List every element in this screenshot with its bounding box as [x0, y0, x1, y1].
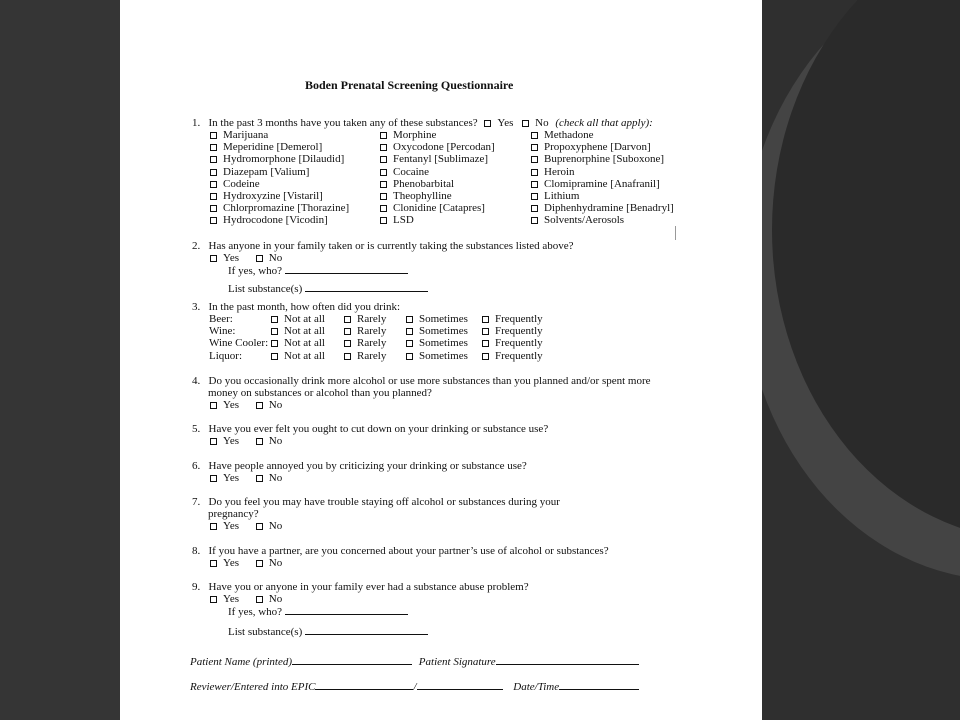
- question-number: 4.: [192, 375, 201, 387]
- question-3: [192, 301, 400, 313]
- checkbox[interactable]: [482, 353, 489, 360]
- frequency-option[interactable]: [271, 325, 325, 337]
- instruction-note: (check all that apply):: [555, 117, 653, 129]
- checkbox[interactable]: [210, 193, 217, 200]
- checkbox[interactable]: [210, 255, 217, 262]
- substance-option[interactable]: [531, 202, 674, 214]
- checkbox[interactable]: [210, 475, 217, 482]
- who-field[interactable]: [285, 264, 408, 274]
- substance-label: Clomipramine [Anafranil]: [544, 177, 660, 190]
- substance-label: Meperidine [Demerol]: [223, 141, 323, 154]
- checkbox[interactable]: [344, 316, 351, 323]
- option-label: Yes: [497, 117, 514, 129]
- q7-options: [210, 520, 282, 532]
- question-text: Do you occasionally drink more alcohol or use more substances than you planned and/or spent more: [208, 375, 651, 387]
- question-4: [192, 375, 651, 387]
- checkbox[interactable]: [256, 523, 263, 530]
- checkbox[interactable]: [210, 596, 217, 603]
- checkbox[interactable]: [256, 438, 263, 445]
- frequency-option[interactable]: [482, 337, 543, 349]
- who-field[interactable]: [285, 605, 408, 615]
- option-label: Sometimes: [419, 313, 468, 325]
- field-label: Date/Time: [513, 681, 560, 693]
- checkbox[interactable]: [344, 328, 351, 335]
- substance-label: Hydromorphone [Dilaudid]: [223, 153, 345, 166]
- question-2: [192, 240, 574, 252]
- checkbox[interactable]: [380, 169, 387, 176]
- option-label: Yes: [223, 520, 240, 532]
- reviewer-field[interactable]: [315, 680, 413, 690]
- option-label: Sometimes: [419, 349, 468, 362]
- substance-option[interactable]: [531, 166, 674, 178]
- checkbox[interactable]: [210, 438, 217, 445]
- q4-options: [210, 399, 282, 411]
- question-number: 2.: [192, 240, 201, 252]
- document-title: Boden Prenatal Screening Questionnaire: [305, 78, 514, 92]
- option-label: Yes: [223, 435, 240, 447]
- q5-options: [210, 435, 282, 447]
- question-4-cont: money on substances or alcohol than you planned?: [208, 387, 432, 399]
- checkbox[interactable]: [380, 193, 387, 200]
- question-number: 6.: [192, 460, 201, 472]
- substance-label: Clonidine [Catapres]: [393, 202, 485, 215]
- q9-substances: [228, 625, 428, 638]
- substance-option[interactable]: [531, 153, 674, 165]
- substance-label: Morphine: [393, 129, 437, 141]
- checkbox[interactable]: [210, 560, 217, 567]
- scan-mark: [675, 226, 676, 240]
- checkbox[interactable]: [531, 217, 538, 224]
- epic-field[interactable]: [417, 680, 503, 690]
- frequency-option[interactable]: [406, 350, 468, 362]
- question-text: Has anyone in your family taken or is currently taking the substances listed above?: [208, 240, 574, 252]
- question-7-cont: pregnancy?: [208, 508, 259, 520]
- drink-type-label: Wine Cooler:: [209, 337, 269, 350]
- substance-list-col-2: [380, 129, 495, 227]
- checkbox[interactable]: [380, 144, 387, 151]
- substance-option[interactable]: [380, 129, 495, 141]
- question-text: In the past 3 months have you taken any of these substances?: [208, 117, 478, 129]
- substance-option[interactable]: [380, 166, 495, 178]
- frequency-option[interactable]: [344, 337, 386, 349]
- frequency-option[interactable]: [271, 313, 325, 325]
- checkbox[interactable]: [531, 144, 538, 151]
- substance-label: Propoxyphene [Darvon]: [544, 141, 651, 154]
- substance-label: LSD: [393, 214, 414, 227]
- checkbox[interactable]: [210, 144, 217, 151]
- substance-label: Phenobarbital: [393, 177, 455, 190]
- substance-list-col-1: [210, 129, 349, 227]
- substances-field[interactable]: [305, 282, 428, 292]
- option-label: Frequently: [495, 337, 543, 350]
- checkbox[interactable]: [210, 156, 217, 163]
- q9-who: [228, 605, 408, 618]
- option-label: No: [268, 557, 283, 569]
- frequency-option[interactable]: [482, 325, 543, 337]
- q2-options: [210, 252, 282, 264]
- question-text: In the past month, how often did you drink:: [208, 301, 401, 313]
- option-label: Not at all: [284, 313, 325, 325]
- checkbox[interactable]: [380, 205, 387, 212]
- checkbox[interactable]: [531, 156, 538, 163]
- field-label: Reviewer/Entered into EPIC: [190, 681, 316, 693]
- checkbox[interactable]: [271, 340, 278, 347]
- field-label: List substance(s): [228, 283, 303, 295]
- question-7: [192, 496, 560, 508]
- checkbox[interactable]: [406, 316, 413, 323]
- substance-option[interactable]: [380, 190, 495, 202]
- substance-label: Methadone: [544, 129, 594, 141]
- substance-option[interactable]: [210, 129, 349, 141]
- questionnaire-page: [120, 0, 762, 720]
- question-number: 1.: [192, 117, 201, 129]
- substance-option[interactable]: [380, 202, 495, 214]
- question-text: If you have a partner, are you concerned about your partner’s use of alcohol or substances?: [208, 545, 609, 557]
- checkbox[interactable]: [210, 217, 217, 224]
- drink-type-label: Beer:: [209, 313, 233, 325]
- checkbox[interactable]: [482, 328, 489, 335]
- field-label: If yes, who?: [228, 265, 283, 277]
- option-label: No: [268, 399, 283, 411]
- checkbox[interactable]: [256, 475, 263, 482]
- substance-option[interactable]: [380, 141, 495, 153]
- option-label: Yes: [223, 557, 240, 569]
- substance-option[interactable]: [531, 129, 674, 141]
- question-text: Have people annoyed you by criticizing your drinking or substance use?: [208, 460, 527, 472]
- frequency-option[interactable]: [406, 325, 468, 337]
- substance-label: Hydroxyzine [Vistaril]: [223, 189, 323, 202]
- option-label: Yes: [223, 399, 240, 411]
- frequency-option[interactable]: [482, 313, 543, 325]
- checkbox[interactable]: [482, 340, 489, 347]
- frequency-option[interactable]: [406, 337, 468, 349]
- option-label: Frequently: [495, 325, 543, 338]
- checkbox[interactable]: [380, 181, 387, 188]
- checkbox[interactable]: [210, 181, 217, 188]
- checkbox[interactable]: [210, 402, 217, 409]
- option-label: Not at all: [284, 337, 325, 350]
- option-label: Yes: [223, 472, 240, 484]
- question-5: [192, 423, 548, 435]
- checkbox[interactable]: [210, 523, 217, 530]
- substance-label: Cocaine: [393, 165, 430, 178]
- option-label: Not at all: [284, 325, 325, 338]
- checkbox[interactable]: [531, 169, 538, 176]
- reviewer-row: [190, 680, 639, 693]
- checkbox[interactable]: [406, 328, 413, 335]
- frequency-option[interactable]: [344, 313, 386, 325]
- separator: /: [413, 681, 417, 693]
- option-label: No: [268, 472, 283, 484]
- frequency-option[interactable]: [406, 313, 468, 325]
- question-text: Have you or anyone in your family ever had a substance abuse problem?: [208, 581, 529, 593]
- checkbox[interactable]: [522, 120, 529, 127]
- question-number: 7.: [192, 496, 201, 508]
- substances-field[interactable]: [305, 625, 428, 635]
- option-label: Yes: [223, 252, 240, 264]
- substance-option[interactable]: [210, 141, 349, 153]
- checkbox[interactable]: [482, 316, 489, 323]
- substance-label: Theophylline: [393, 189, 452, 202]
- checkbox[interactable]: [380, 132, 387, 139]
- substance-option[interactable]: [380, 178, 495, 190]
- option-label: No: [268, 435, 283, 447]
- q8-options: [210, 557, 282, 569]
- checkbox[interactable]: [406, 353, 413, 360]
- substance-option[interactable]: [210, 214, 349, 226]
- option-label: Frequently: [495, 313, 543, 325]
- substance-option[interactable]: [531, 214, 674, 226]
- checkbox[interactable]: [344, 353, 351, 360]
- field-label: If yes, who?: [228, 606, 283, 618]
- substance-option[interactable]: [210, 202, 349, 214]
- substance-label: Chlorpromazine [Thorazine]: [223, 202, 350, 215]
- checkbox[interactable]: [484, 120, 491, 127]
- substance-label: Solvents/Aerosols: [544, 214, 625, 227]
- question-number: 5.: [192, 423, 201, 435]
- option-label: No: [535, 117, 549, 129]
- background-left: [0, 0, 120, 720]
- checkbox[interactable]: [271, 353, 278, 360]
- checkbox[interactable]: [256, 402, 263, 409]
- q6-options: [210, 472, 282, 484]
- substance-label: Marijuana: [223, 129, 269, 141]
- frequency-option[interactable]: [271, 337, 325, 349]
- option-label: No: [268, 520, 283, 532]
- substance-option[interactable]: [210, 153, 349, 165]
- option-label: Sometimes: [419, 325, 468, 338]
- checkbox[interactable]: [344, 340, 351, 347]
- frequency-option[interactable]: [482, 350, 543, 362]
- substance-label: Oxycodone [Percodan]: [393, 141, 495, 154]
- option-label: Not at all: [284, 349, 325, 362]
- option-label: Frequently: [495, 349, 543, 362]
- substance-label: Fentanyl [Sublimaze]: [393, 153, 489, 166]
- frequency-option[interactable]: [344, 325, 386, 337]
- question-number: 3.: [192, 301, 201, 313]
- date-time-field[interactable]: [559, 680, 639, 690]
- q2-substances: [228, 282, 428, 295]
- q2-who: [228, 264, 408, 277]
- question-1: [192, 117, 653, 129]
- substance-option[interactable]: [210, 178, 349, 190]
- field-label: List substance(s): [228, 626, 303, 638]
- question-9: [192, 581, 529, 593]
- field-label: Patient Signature: [418, 656, 496, 668]
- substance-label: Diphenhydramine [Benadryl]: [544, 202, 674, 215]
- patient-signature-field[interactable]: [496, 655, 639, 665]
- question-text: Have you ever felt you ought to cut down on your drinking or substance use?: [208, 423, 549, 435]
- patient-name-field[interactable]: [292, 655, 412, 665]
- substance-label: Diazepam [Valium]: [223, 165, 310, 178]
- option-label: Rarely: [357, 337, 387, 350]
- substance-option[interactable]: [531, 178, 674, 190]
- option-label: Rarely: [357, 313, 387, 325]
- substance-option[interactable]: [380, 214, 495, 226]
- drink-type-label: Liquor:: [209, 349, 242, 362]
- substance-label: Codeine: [223, 177, 260, 190]
- option-label: No: [268, 593, 283, 605]
- checkbox[interactable]: [256, 560, 263, 567]
- substance-label: Lithium: [544, 189, 580, 202]
- option-label: Yes: [223, 593, 240, 605]
- checkbox[interactable]: [271, 328, 278, 335]
- substance-option[interactable]: [210, 190, 349, 202]
- substance-option[interactable]: [531, 141, 674, 153]
- question-8: [192, 545, 609, 557]
- checkbox[interactable]: [210, 169, 217, 176]
- substance-option[interactable]: [210, 166, 349, 178]
- checkbox[interactable]: [380, 156, 387, 163]
- patient-signature-row: [190, 655, 639, 668]
- checkbox[interactable]: [531, 205, 538, 212]
- checkbox[interactable]: [531, 181, 538, 188]
- substance-label: Hydrocodone [Vicodin]: [223, 214, 328, 227]
- checkbox[interactable]: [210, 132, 217, 139]
- question-number: 9.: [192, 581, 201, 593]
- substance-label: Heroin: [544, 165, 575, 178]
- background-right: [762, 0, 960, 720]
- question-text: Do you feel you may have trouble staying off alcohol or substances during your: [208, 496, 560, 508]
- question-number: 8.: [192, 545, 201, 557]
- drink-type-label: Wine:: [209, 325, 236, 338]
- question-6: [192, 460, 527, 472]
- frequency-option[interactable]: [344, 350, 386, 362]
- checkbox[interactable]: [380, 217, 387, 224]
- substance-option[interactable]: [531, 190, 674, 202]
- checkbox[interactable]: [406, 340, 413, 347]
- checkbox[interactable]: [210, 205, 217, 212]
- option-label: No: [268, 252, 283, 264]
- checkbox[interactable]: [256, 596, 263, 603]
- checkbox[interactable]: [271, 316, 278, 323]
- q9-options: [210, 593, 282, 605]
- substance-label: Buprenorphine [Suboxone]: [544, 153, 665, 166]
- checkbox[interactable]: [531, 193, 538, 200]
- substance-list-col-3: [531, 129, 674, 227]
- checkbox[interactable]: [531, 132, 538, 139]
- option-label: Rarely: [357, 325, 387, 338]
- option-label: Sometimes: [419, 337, 468, 350]
- frequency-option[interactable]: [271, 350, 325, 362]
- field-label: Patient Name (printed): [190, 656, 293, 668]
- substance-option[interactable]: [380, 153, 495, 165]
- checkbox[interactable]: [256, 255, 263, 262]
- option-label: Rarely: [357, 349, 387, 362]
